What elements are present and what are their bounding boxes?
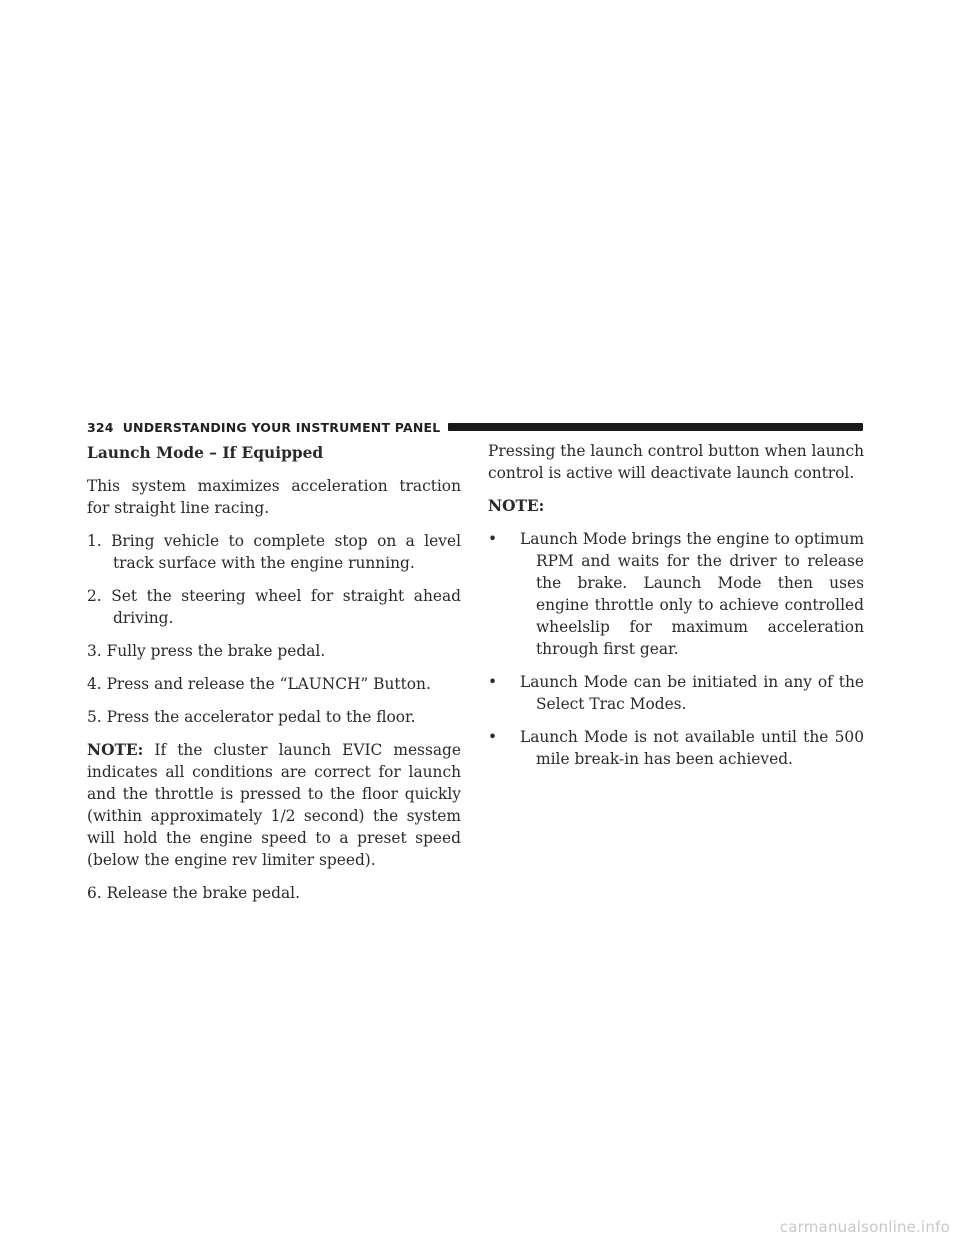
step-item: 4. Press and release the “LAUNCH” Button.	[87, 675, 431, 693]
note-label: NOTE:	[87, 741, 144, 759]
note-paragraph	[87, 739, 461, 871]
step-item: 1. Bring vehicle to complete stop on a level track surface with the engine running.	[87, 532, 461, 572]
step-item: 2. Set the steering wheel for straight ahead driving.	[87, 587, 461, 627]
section-heading: Launch Mode – If Equipped	[87, 444, 324, 462]
bullet-icon: •	[488, 530, 498, 548]
right-column	[488, 440, 864, 770]
note-heading: NOTE:	[488, 497, 545, 515]
step-item: 3. Fully press the brake pedal.	[87, 642, 326, 660]
page-header	[87, 419, 863, 435]
bullet-item	[488, 671, 864, 715]
step-item: 6. Release the brake pedal.	[87, 884, 300, 902]
intro-paragraph: This system maximizes acceleration traction for straight line racing.	[87, 477, 461, 517]
page-number: 324	[87, 419, 114, 435]
bullet-item	[488, 726, 864, 770]
header-rule	[448, 423, 863, 431]
left-column	[87, 440, 461, 904]
step-item: 5. Press the accelerator pedal to the floor.	[87, 708, 416, 726]
bullet-text: Launch Mode can be initiated in any of the Select Trac Modes.	[520, 673, 864, 713]
bullet-item	[488, 528, 864, 660]
note-text: If the cluster launch EVIC message indicates all conditions are correct for launch and the throttle is pressed to the floor quickly (within approximately 1/2 second) the system will hold the engine speed to a preset speed (below the engine rev limiter speed).	[87, 741, 461, 869]
bullet-icon: •	[488, 728, 498, 746]
continuation-paragraph: Pressing the launch control button when launch control is active will deactivate launch control.	[488, 442, 864, 482]
bullet-icon: •	[488, 673, 498, 691]
bullet-text: Launch Mode is not available until the 500 mile break-in has been achieved.	[520, 728, 864, 768]
bullet-text: Launch Mode brings the engine to optimum RPM and waits for the driver to release the brake. Launch Mode then uses engine throttle only to achieve controlled wheelslip for maximum acceleration through first gear.	[520, 530, 864, 658]
watermark: carmanualsonline.info	[779, 1218, 950, 1236]
section-title: UNDERSTANDING YOUR INSTRUMENT PANEL	[122, 419, 441, 435]
